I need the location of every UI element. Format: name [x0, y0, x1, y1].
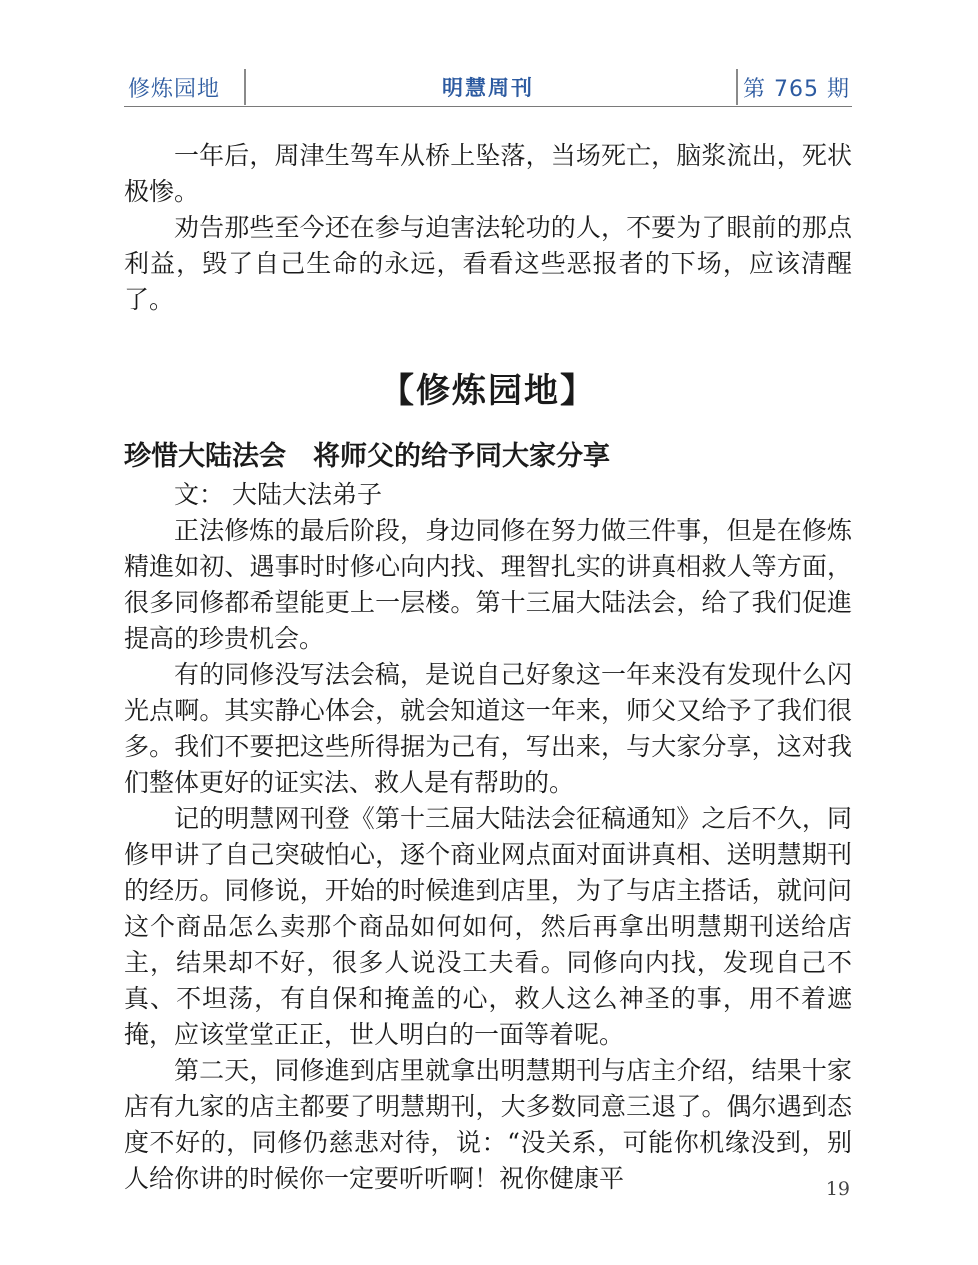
article-paragraph: 记的明慧网刊登《第十三届大陆法会征稿通知》之后不久，同修甲讲了自己突破怕心，逐个商业网点面对面讲真相、送明慧期刊的经历。同修说，开始的时候進到店里，为了与店主搭话，就问问这个商品怎么卖那个商品如何如何，然后再拿出明慧期刊送给店主，结果却不好，很多人说没工夫看。同修向内找，发现自己不真、不坦荡，有自保和掩盖的心，救人这么神圣的事，用不着遮掩，应该堂堂正正，世人明白的一面等着呢。 [124, 804, 852, 1049]
article-title: 珍惜大陆法会 将师父的给予同大家分享 [124, 441, 610, 472]
body-paragraph: 劝告那些至今还在参与迫害法轮功的人，不要为了眼前的那点利益，毁了自己生命的永远，看看这些恶报者的下场，应该清醒了。 [124, 213, 852, 314]
header-section-name: 修炼园地 [128, 77, 221, 102]
article-byline: 文： 大陆大法弟子 [174, 480, 382, 509]
header-issue-number: 第 765 期 [743, 77, 850, 102]
section-title: 【修炼园地】 [380, 371, 596, 411]
article-paragraph: 第二天，同修進到店里就拿出明慧期刊与店主介绍，结果十家店有九家的店主都要了明慧期刊，大多数同意三退了。偶尔遇到态度不好的，同修仍慈悲对待，说：“没关系，可能你机缘没到，别人给你讲的时候你一定要听听啊！祝你健康平 [124, 1056, 852, 1193]
header-divider-right [736, 69, 738, 105]
header-publication-title: 明慧周刊 [442, 76, 534, 100]
page-number: 19 [825, 1178, 850, 1200]
page-content [124, 138, 852, 1197]
article-paragraph: 正法修炼的最后阶段，身边同修在努力做三件事，但是在修炼精進如初、遇事时时修心向内找、理智扎实的讲真相救人等方面，很多同修都希望能更上一层楼。第十三届大陆法会，给了我们促進提高的珍贵机会。 [124, 516, 852, 653]
body-paragraph: 一年后，周津生驾车从桥上坠落，当场死亡，脑浆流出，死状极惨。 [124, 141, 852, 206]
article-paragraph: 有的同修没写法会稿，是说自己好象这一年来没有发现什么闪光点啊。其实静心体会，就会知道这一年来，师父又给予了我们很多。我们不要把这些所得据为己有，写出来，与大家分享，这对我们整体更好的证实法、救人是有帮助的。 [124, 660, 852, 797]
page-header [124, 66, 852, 107]
